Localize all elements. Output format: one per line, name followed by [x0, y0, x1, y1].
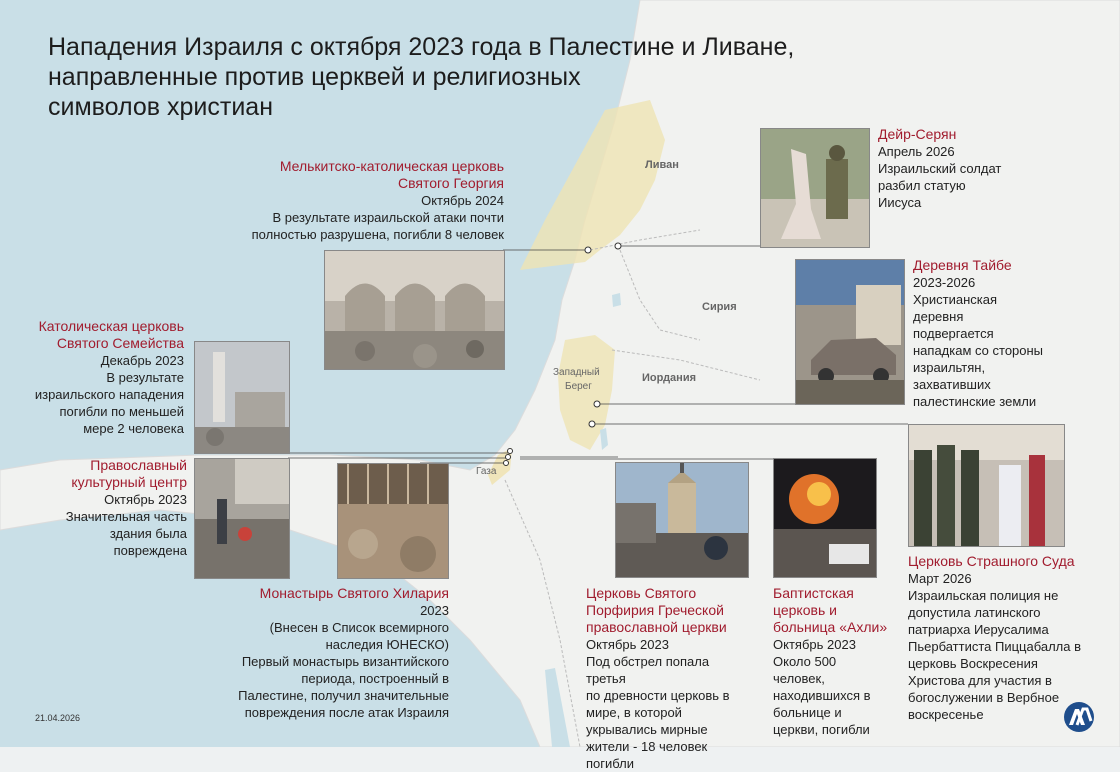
site-desc-line: повреждена	[113, 543, 187, 558]
site-desc-line: В результате израильской атаки почти	[272, 210, 504, 225]
site-date: Октябрь 2023	[773, 637, 856, 652]
title-line-1: Нападения Израиля с октября 2023 года в Палестине и Ливане,	[48, 33, 795, 61]
photo-deir-seryan-statue	[760, 128, 870, 248]
annotation-hilarion	[220, 585, 449, 721]
site-name-line-1: Православный	[90, 457, 187, 473]
photo-st-george-ruins	[324, 250, 505, 370]
site-desc-line: повреждения после атак Израиля	[244, 705, 449, 720]
photo-porphyrius-church	[615, 462, 749, 578]
site-date: Март 2026	[908, 571, 972, 586]
site-desc-line: мере 2 человека	[83, 421, 184, 436]
site-name: Дейр-Серян	[878, 126, 957, 142]
site-desc-line: жители - 18 человек	[586, 739, 708, 754]
title-line-2: направленные против церквей и религиозных	[48, 63, 581, 91]
site-desc-line: Около 500	[773, 654, 837, 669]
site-desc-line: мире, в которой	[586, 705, 682, 720]
site-desc-line: церковь Воскресения	[908, 656, 1038, 671]
site-desc-line: Значительная часть	[65, 509, 187, 524]
photo-holy-family-church	[194, 341, 290, 454]
site-desc-line: Пьербаттиста Пиццабалла в	[908, 639, 1082, 654]
site-desc-line: В результате	[106, 370, 184, 385]
site-desc-line: разбил статую	[878, 178, 966, 193]
page-title	[48, 32, 948, 122]
site-desc-line: Иисуса	[878, 195, 922, 210]
site-name-line-1: Католическая церковь	[38, 318, 184, 334]
site-name: Церковь Страшного Суда	[908, 553, 1075, 569]
site-name-line-2: Святого Георгия	[398, 175, 504, 191]
aa-agency-logo-icon	[1063, 701, 1095, 733]
site-date: Апрель 2026	[878, 144, 955, 159]
photo-ahli-hospital-fire	[773, 458, 877, 578]
site-desc-line: израильтян,	[913, 360, 986, 375]
site-date: 2023	[420, 603, 449, 618]
site-desc-line: Первый монастырь византийского	[241, 654, 449, 669]
site-desc-line: Палестине, получил значительные	[238, 688, 449, 703]
site-desc-line: человек,	[773, 671, 825, 686]
annotation-last-judgment	[908, 553, 1088, 723]
site-name-line-1: Церковь Святого	[586, 585, 697, 601]
site-name: Деревня Тайбе	[913, 257, 1012, 273]
site-desc-line: палестинские земли	[913, 394, 1037, 409]
site-name-line-2: культурный центр	[71, 474, 187, 490]
site-desc-line: периода, построенный в	[301, 671, 449, 686]
site-name-line-1: Мелькитско-католическая церковь	[279, 158, 504, 174]
site-name-line-1: Баптистская	[773, 585, 854, 601]
site-desc-line: деревня	[913, 309, 964, 324]
site-desc-line: воскресенье	[908, 707, 984, 722]
site-desc-line: больнице и	[773, 705, 842, 720]
site-note-line: наследия ЮНЕСКО)	[325, 637, 449, 652]
site-name-line-2: Святого Семейства	[56, 335, 184, 351]
map-label-syria: Сирия	[702, 301, 737, 313]
site-desc-line: подвергается	[913, 326, 994, 341]
site-desc-line: патриарха Иерусалима	[908, 622, 1049, 637]
footer-date: 21.04.2026	[35, 713, 81, 723]
site-desc-line: Израильский солдат	[878, 161, 1002, 176]
site-date: Октябрь 2024	[421, 193, 504, 208]
site-desc-line: здания была	[109, 526, 187, 541]
annotation-ahli	[773, 585, 898, 738]
site-desc-line: богослужении в Вербное	[908, 690, 1060, 705]
site-desc-line: Израильская полиция не	[908, 588, 1059, 603]
site-desc-line: захвативших	[913, 377, 991, 392]
annotation-cultural-center	[20, 457, 187, 559]
site-desc-line: Под обстрел попала третья	[586, 654, 710, 686]
map-label-west-bank-1: Западный	[553, 367, 600, 378]
site-date: 2023-2026	[913, 275, 976, 290]
site-desc-line: израильского нападения	[34, 387, 184, 402]
map-label-jordan: Иордания	[642, 372, 696, 384]
sea-of-galilee	[612, 293, 621, 307]
annotation-taybeh	[913, 257, 1073, 410]
map-label-west-bank-2: Берег	[565, 381, 592, 392]
site-name-line-3: православной церкви	[586, 619, 727, 635]
site-name: Монастырь Святого Хилария	[259, 585, 449, 601]
annotation-porphyrius	[586, 585, 746, 772]
site-name-line-2: Порфирия Греческой	[586, 602, 724, 618]
photo-taybeh-burned-car	[795, 259, 905, 405]
photo-last-judgment-police	[908, 424, 1065, 547]
title-line-3: символов христиан	[48, 93, 273, 121]
site-desc-line: укрывались мирные	[586, 722, 708, 737]
site-date: Октябрь 2023	[586, 637, 669, 652]
site-name-line-2: церковь и	[773, 602, 837, 618]
site-desc-line: нападкам со стороны	[913, 343, 1044, 358]
photo-hilarion-monastery	[337, 463, 449, 579]
site-desc-line: церкви, погибли	[773, 722, 870, 737]
site-date: Декабрь 2023	[100, 353, 184, 368]
site-desc-line: по древности церковь в	[586, 688, 730, 703]
site-desc-line: погибли	[586, 756, 634, 771]
site-desc-line: Христова для участия в	[908, 673, 1052, 688]
site-desc-line: погибли по меньшей	[59, 404, 184, 419]
site-note-line: (Внесен в Список всемирного	[269, 620, 449, 635]
site-desc-line: Христианская	[913, 292, 998, 307]
site-desc-line: находившихся в	[773, 688, 871, 703]
map-label-gaza: Газа	[476, 466, 497, 477]
photo-cultural-center-ruins	[194, 458, 290, 579]
site-name-line-3: больница «Ахли»	[773, 619, 888, 635]
site-desc-line: допустила латинского	[908, 605, 1041, 620]
annotation-st-george	[220, 158, 504, 243]
annotation-holy-family	[20, 318, 184, 437]
site-desc-line: полностью разрушена, погибли 8 человек	[251, 227, 504, 242]
map-label-lebanon: Ливан	[645, 159, 679, 171]
site-date: Октябрь 2023	[104, 492, 187, 507]
annotation-deir-seryan	[878, 126, 1038, 211]
